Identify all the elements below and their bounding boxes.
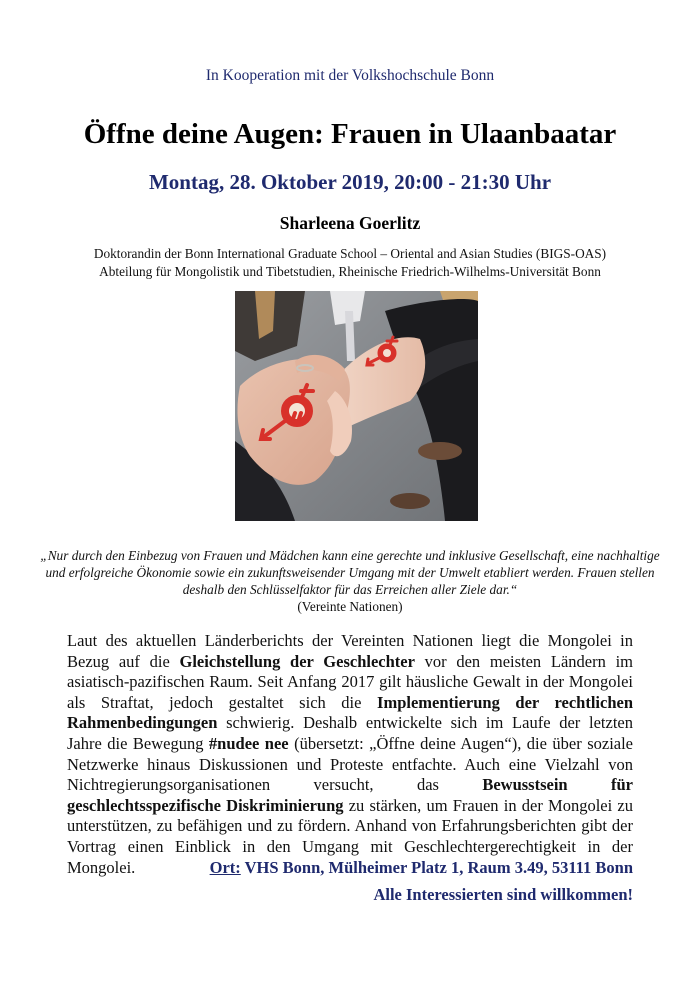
description-bold-4: Bewusstsein für geschlechtsspezifische Diskriminierung <box>67 775 633 815</box>
speaker-name: Sharleena Goerlitz <box>279 213 421 233</box>
affiliation-line-1: Doktorandin der Bonn International Graduate School – Oriental and Asian Studies (BIGS-OAS) <box>93 246 607 261</box>
affiliation-line-2: Abteilung für Mongolistik und Tibetstudien, Rheinische Friedrich-Wilhelms-Universität Bonn <box>99 264 601 279</box>
description-paragraph <box>67 631 633 878</box>
hands-photo-illustration <box>235 291 478 521</box>
quote-block <box>40 547 660 615</box>
description-bold-2: Implementierung der rechtlichen Rahmenbedingungen <box>67 692 633 733</box>
description-text-5: zu stärken, um Frauen in der Mongolei zu unterstützen, zu befähigen und zu fördern. Anhand von Erfahrungsberichten gibt der Vortrag einen Einblick in den Umgang mit Geschlechtergerechtigkeit in der Mongolei. <box>67 795 633 877</box>
speaker-affiliation <box>0 245 700 281</box>
description-bold-1: Gleichstellung der Geschlechter <box>179 651 415 671</box>
quote-source: (Vereinte Nationen) <box>297 599 403 614</box>
description-text-1: Laut des aktuellen Länderberichts der Vereinten Nationen liegt die Mongolei in Bezug auf die <box>67 631 633 671</box>
event-title: Öffne deine Augen: Frauen in Ulaanbaatar <box>83 118 617 150</box>
venue-line <box>210 858 633 878</box>
event-photo-hands <box>235 291 478 521</box>
cooperation-note: In Kooperation mit der Volkshochschule Bonn <box>205 67 495 84</box>
description-text-4: (übersetzt: „Öffne deine Augen“), die über soziale Netzwerke hinaus Diskussionen und Proteste entfachte. Auch eine Vielzahl von Nichtregierungsorganisationen versucht, das <box>67 733 634 795</box>
description-bold-3: #nudee nee <box>208 733 289 753</box>
description-text-2: vor den meisten Ländern im asiatisch-pazifischen Raum. Seit Anfang 2017 gilt häusliche Gewalt in der Mongolei als Straftat, jedoch gestaltet sich die <box>67 651 633 712</box>
welcome-note: Alle Interessierten sind willkommen! <box>373 885 633 904</box>
description-text-3: schwierig. Deshalb entwickelte sich im Laufe der letzten Jahre die Bewegung <box>67 713 633 753</box>
quote-text: „Nur durch den Einbezug von Frauen und Mädchen kann eine gerechte und inklusive Gesellschaft, eine nachhaltige und erfolgreiche Ökonomie sowie ein zukunftsweisender Umgang mit der Umwelt etabliert werden. Frauen stellen deshalb den Schlüsselfaktor für das Erreichen aller Ziele dar.“ <box>40 548 660 597</box>
event-datetime: Montag, 28. Oktober 2019, 20:00 - 21:30 Uhr <box>148 170 552 194</box>
venue-label: Ort: <box>209 858 241 877</box>
venue-address: VHS Bonn, Mülheimer Platz 1, Raum 3.49, 53111 Bonn <box>240 858 633 877</box>
